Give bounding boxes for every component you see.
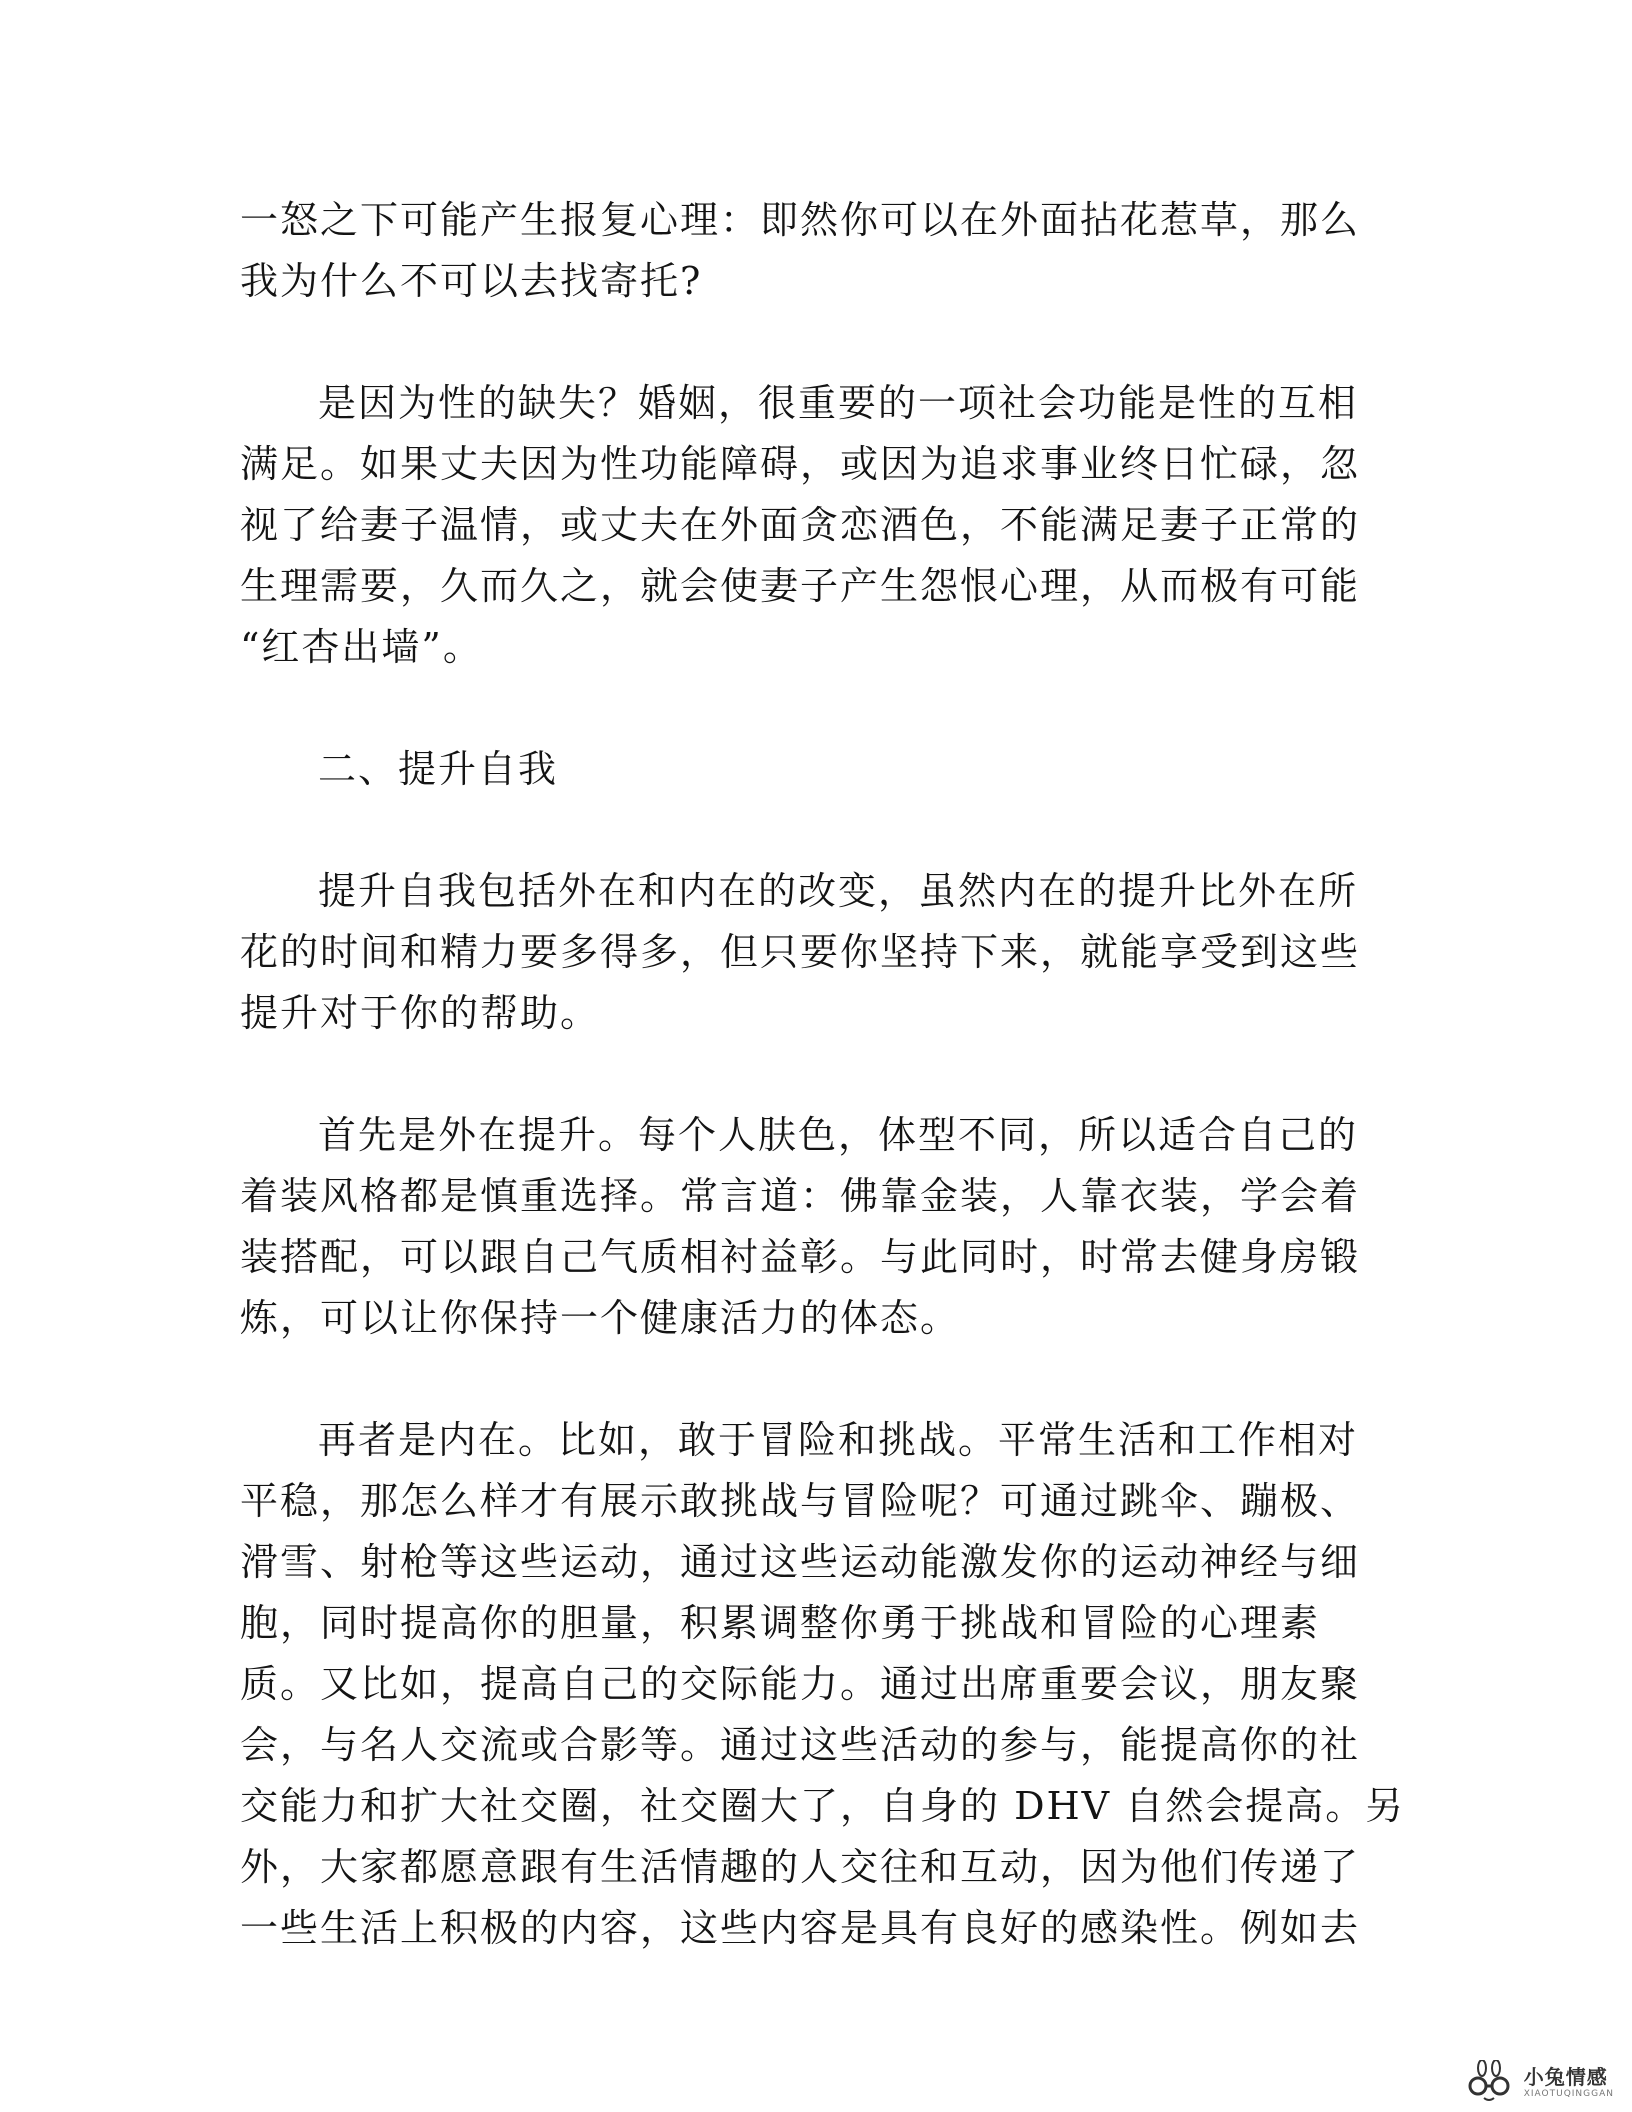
paragraph-gap: [240, 800, 1360, 861]
text-line: 交能力和扩大社交圈，社交圈大了，自身的 DHV 自然会提高。另: [240, 1784, 1406, 1828]
text-line: 装搭配，可以跟自己气质相衬益彰。与此同时，时常去健身房锻: [240, 1235, 1361, 1279]
text-line: 我为什么不可以去找寄托?: [240, 259, 703, 303]
section-heading: [240, 739, 1360, 800]
rabbit-glasses-icon: [1462, 2060, 1518, 2104]
paragraph-gap: [240, 1349, 1360, 1410]
text-line: 滑雪、射枪等这些运动，通过这些运动能激发你的运动神经与细: [240, 1540, 1361, 1584]
text-line: 满足。如果丈夫因为性功能障碍，或因为追求事业终日忙碌，忽: [240, 442, 1361, 486]
document-body: [240, 190, 1406, 1959]
text-line: 一怒之下可能产生报复心理：即然你可以在外面拈花惹草，那么: [240, 198, 1361, 242]
text-line: 提升对于你的帮助。: [240, 991, 601, 1035]
watermark-subtitle: XIAOTUQINGGAN: [1523, 2089, 1614, 2099]
text-line: 生理需要，久而久之，就会使妻子产生怨恨心理，从而极有可能: [240, 564, 1361, 608]
text-line: 是因为性的缺失？婚姻，很重要的一项社会功能是性的互相: [318, 381, 1359, 425]
paragraph-gap: [240, 312, 1360, 373]
text-line: 首先是外在提升。每个人肤色，体型不同，所以适合自己的: [318, 1113, 1359, 1157]
watermark-name: 小兔情感: [1523, 2065, 1608, 2089]
text-line: 花的时间和精力要多得多，但只要你坚持下来，就能享受到这些: [240, 930, 1361, 974]
text-line: 视了给妻子温情，或丈夫在外面贪恋酒色，不能满足妻子正常的: [240, 503, 1361, 547]
paragraph-p5: [240, 1410, 1406, 1959]
text-line: 二、提升自我: [318, 747, 559, 791]
text-line: 质。又比如，提高自己的交际能力。通过出席重要会议，朋友聚: [240, 1662, 1361, 1706]
paragraph-p2: [240, 373, 1360, 678]
text-line: 再者是内在。比如，敢于冒险和挑战。平常生活和工作相对: [318, 1418, 1359, 1462]
text-line: 平稳，那怎么样才有展示敢挑战与冒险呢？可通过跳伞、蹦极、: [240, 1479, 1361, 1523]
text-line: 提升自我包括外在和内在的改变，虽然内在的提升比外在所: [318, 869, 1359, 913]
watermark: [1462, 2060, 1614, 2104]
text-line: 外，大家都愿意跟有生活情趣的人交往和互动，因为他们传递了: [240, 1845, 1361, 1889]
paragraph-gap: [240, 1044, 1360, 1105]
paragraph-gap: [240, 678, 1360, 739]
text-line: 会，与名人交流或合影等。通过这些活动的参与，能提高你的社: [240, 1723, 1361, 1767]
text-line: 胞，同时提高你的胆量，积累调整你勇于挑战和冒险的心理素: [240, 1601, 1321, 1645]
text-line: 炼，可以让你保持一个健康活力的体态。: [240, 1296, 961, 1340]
text-line: 着装风格都是慎重选择。常言道：佛靠金装，人靠衣装，学会着: [240, 1174, 1361, 1218]
paragraph-p1: [240, 190, 1360, 312]
paragraph-p4: [240, 1105, 1360, 1349]
text-line: 一些生活上积极的内容，这些内容是具有良好的感染性。例如去: [240, 1906, 1361, 1950]
text-line: “红杏出墙”。: [240, 625, 483, 669]
paragraph-p3: [240, 861, 1360, 1044]
